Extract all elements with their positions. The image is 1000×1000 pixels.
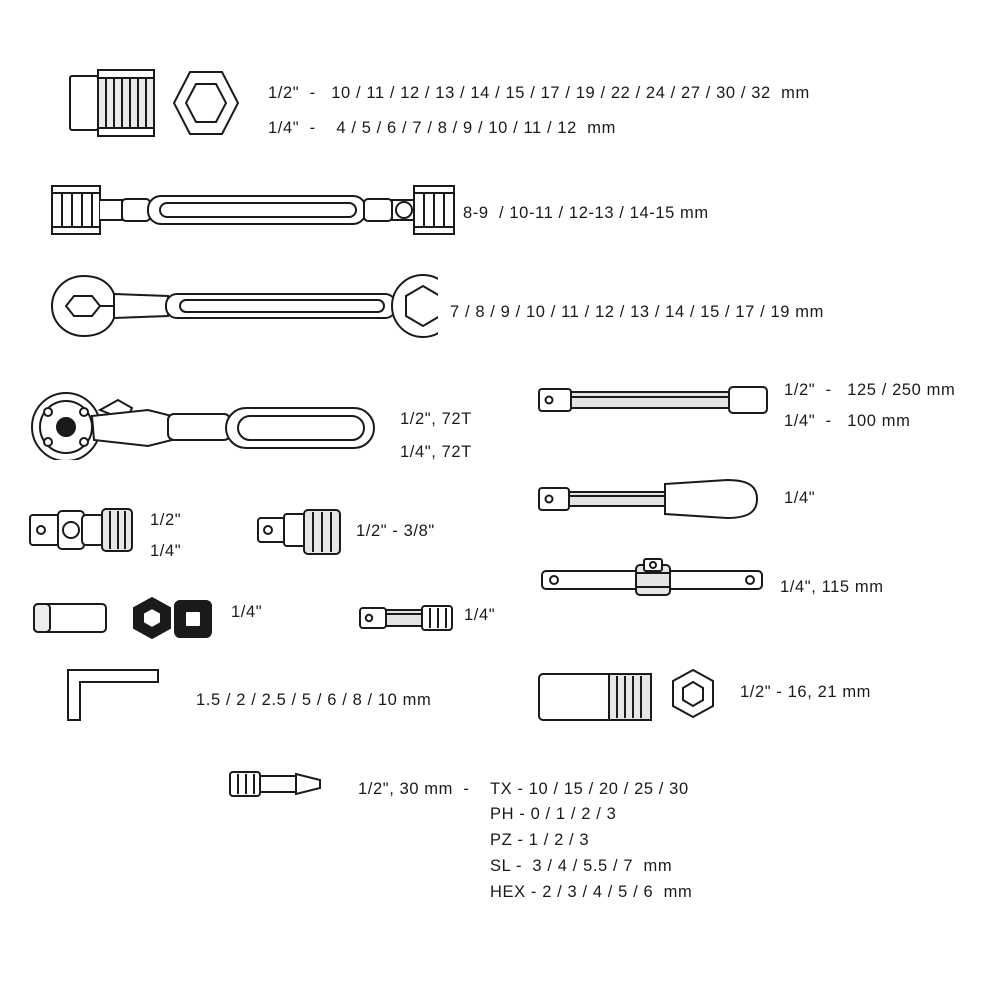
square-drive-icon: [172, 598, 216, 640]
spec-bits-ph: PH - 0 / 1 / 2 / 3: [490, 805, 617, 823]
spec-bits-drive: 1/2", 30 mm -: [358, 780, 470, 798]
spark-plug-socket-large-icon: [537, 666, 723, 728]
spec-ratchet-quarter: 1/4", 72T: [400, 443, 472, 461]
spec-combination-wrench: 7 / 8 / 9 / 10 / 11 / 12 / 13 / 14 / 15 / 17 / 19 mm: [450, 303, 824, 321]
combination-wrench-icon: [48, 272, 438, 340]
hex-key-icon: [32, 666, 162, 724]
double-ended-flex-socket-wrench-icon: [48, 178, 458, 244]
spec-flex-socket-wrench: 8-9 / 10-11 / 12-13 / 14-15 mm: [463, 204, 709, 222]
socket-and-hex-socket-icon: [62, 68, 252, 138]
spec-ratchet-half: 1/2", 72T: [400, 410, 472, 428]
spec-hex-keys: 1.5 / 2 / 2.5 / 5 / 6 / 8 / 10 mm: [196, 691, 432, 709]
spec-sockets-half: 1/2" - 10 / 11 / 12 / 13 / 14 / 15 / 17 / 19 / 22 / 24 / 27 / 30 / 32 mm: [268, 84, 810, 102]
spec-bits-hex: HEX - 2 / 3 / 4 / 5 / 6 mm: [490, 883, 693, 901]
spec-spark-plug-socket-quarter: 1/4": [231, 603, 263, 621]
spec-universal-joint-half: 1/2": [150, 511, 182, 529]
spec-adapter: 1/2" - 3/8": [356, 522, 435, 540]
socket-adapter-icon: [256, 508, 342, 558]
universal-joint-icon: [28, 503, 134, 559]
spec-bits-sl: SL - 3 / 4 / 5.5 / 7 mm: [490, 857, 673, 875]
spec-sockets-quarter: 1/4" - 4 / 5 / 6 / 7 / 8 / 9 / 10 / 11 / 12 mm: [268, 119, 616, 137]
spec-bit-holder: 1/4": [464, 606, 496, 624]
spec-spark-plug-sockets-half: 1/2" - 16, 21 mm: [740, 683, 872, 701]
spec-screwdriver-handle: 1/4": [784, 489, 816, 507]
spec-extension-quarter: 1/4" - 100 mm: [784, 412, 911, 430]
screwdriver-bit-icon: [228, 766, 324, 802]
bit-holder-icon: [358, 600, 454, 636]
spec-sliding-t-bar: 1/4", 115 mm: [780, 578, 884, 596]
spec-extension-half: 1/2" - 125 / 250 mm: [784, 381, 956, 399]
spec-universal-joint-quarter: 1/4": [150, 542, 182, 560]
spec-bits-tx: TX - 10 / 15 / 20 / 25 / 30: [490, 780, 689, 798]
screwdriver-handle-icon: [537, 478, 759, 520]
sliding-t-bar-icon: [540, 557, 766, 603]
extension-bar-icon: [537, 383, 769, 417]
spec-bits-pz: PZ - 1 / 2 / 3: [490, 831, 590, 849]
ratchet-handle-icon: [22, 390, 378, 460]
